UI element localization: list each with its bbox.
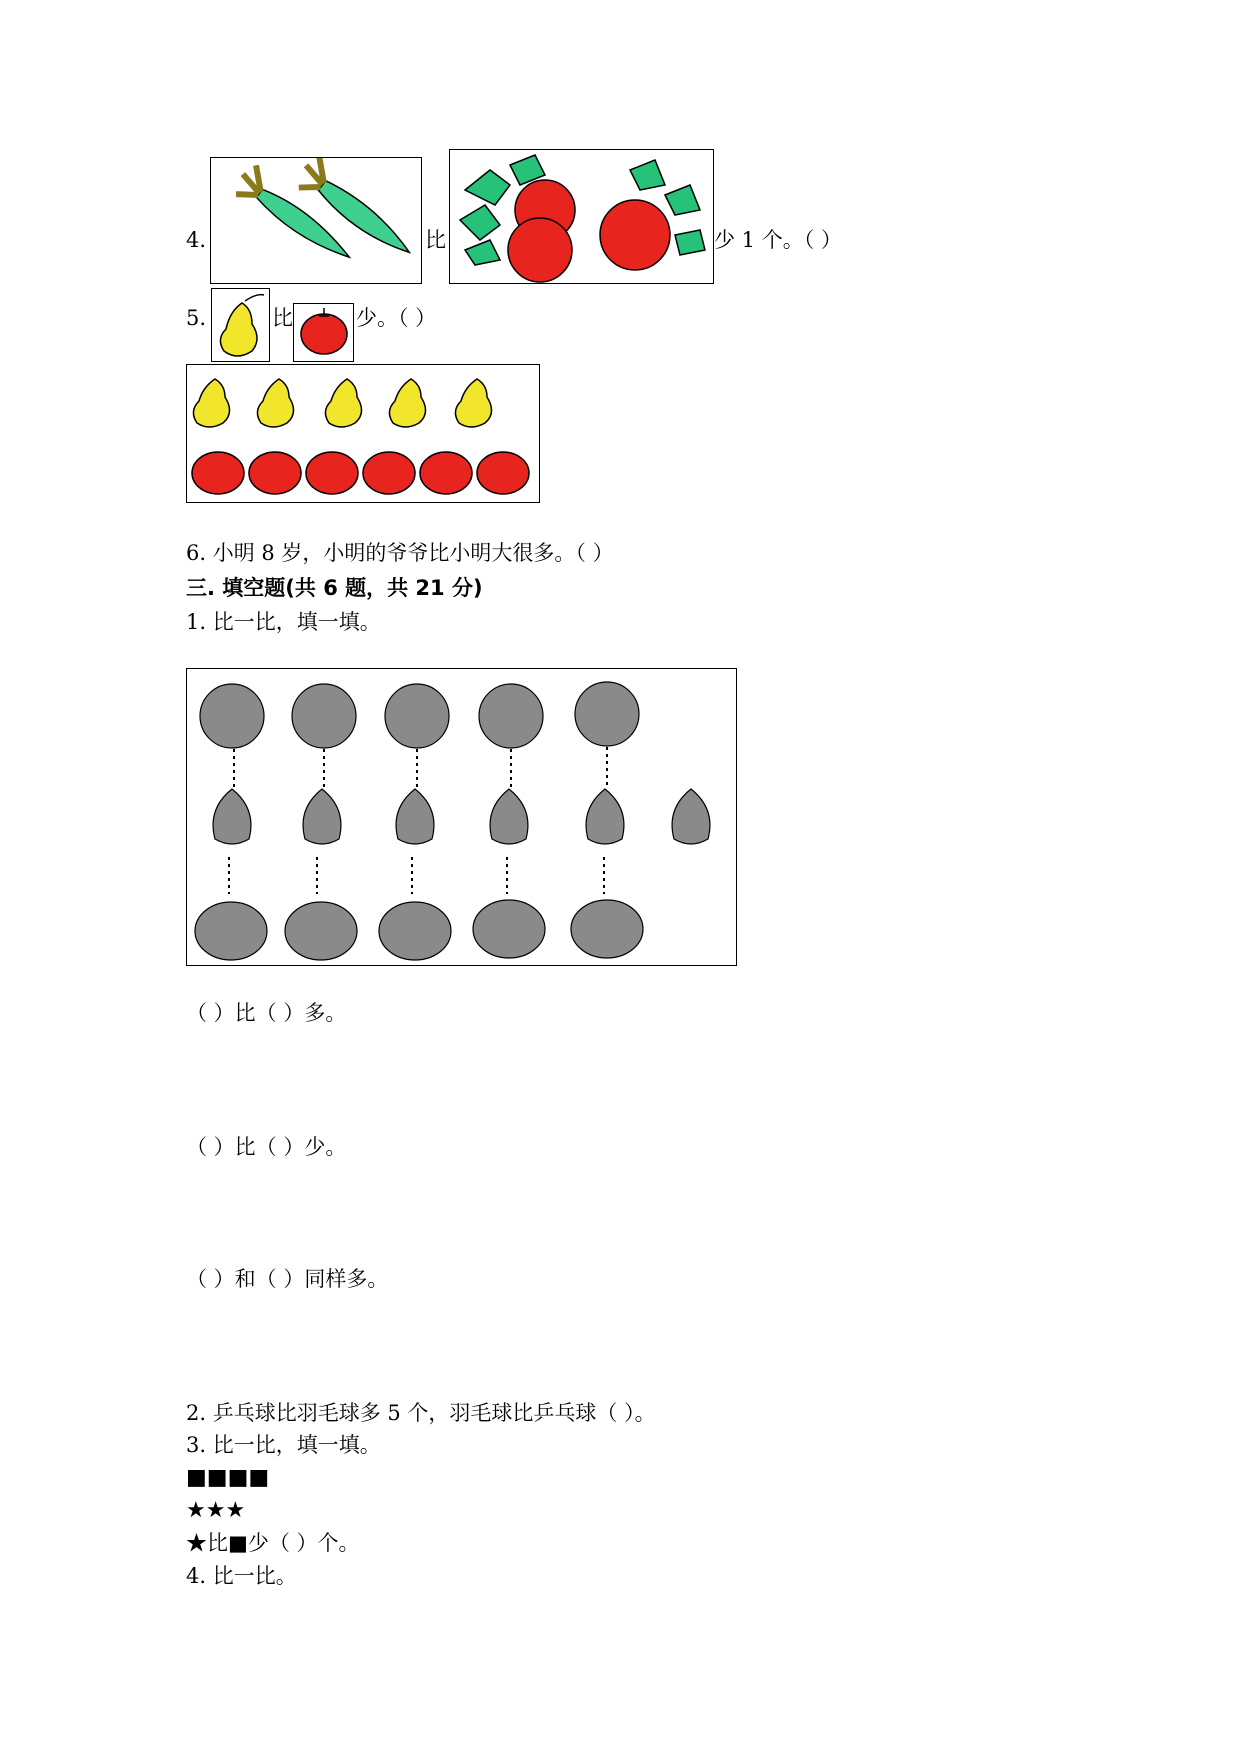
peach-icon	[213, 789, 251, 844]
carrots-image	[210, 157, 422, 284]
apple-icon	[292, 684, 356, 748]
carrot-icon	[211, 158, 421, 283]
tomato-icon	[379, 902, 451, 960]
q5-tail: 少。（ ）	[356, 306, 437, 330]
section-three-title: 三. 填空题(共 6 题，共 21 分)	[186, 576, 483, 600]
peach-icon	[490, 789, 528, 844]
fill3-squares: ■■■■	[186, 1465, 270, 1490]
pear-icon	[389, 379, 425, 427]
tomato-icon	[192, 452, 244, 494]
tomato-icon	[571, 900, 643, 958]
fill1-line-more: （ ）比（ ）多。	[186, 1001, 347, 1025]
tomato-icon	[249, 452, 301, 494]
pears-tomatoes-image	[186, 364, 540, 503]
q5-number: 5.	[186, 306, 207, 330]
pear-icon	[257, 379, 293, 427]
q5-compare-word: 比	[272, 306, 293, 330]
fill3-question: ★比■少（ ）个。	[186, 1531, 360, 1555]
tomato-icon	[473, 900, 545, 958]
q4-tail: 少 1 个。（ ）	[714, 228, 842, 252]
apple-icon	[575, 682, 639, 746]
q4-number: 4.	[186, 228, 207, 252]
peach-row	[213, 789, 710, 844]
fill1-prompt: 1. 比一比，填一填。	[186, 610, 381, 634]
tomato-icon	[477, 452, 529, 494]
apple-row	[200, 682, 639, 748]
tomato-row	[195, 900, 643, 960]
fill4-prompt: 4. 比一比。	[186, 1564, 297, 1588]
tomato-icon	[306, 452, 358, 494]
pear-icon	[325, 379, 361, 427]
pear-image	[211, 288, 270, 362]
pear-icon	[455, 379, 491, 427]
fill1-line-less: （ ）比（ ）少。	[186, 1135, 347, 1159]
peach-icon	[303, 789, 341, 844]
radishes-image	[449, 149, 714, 284]
pear-icon	[193, 379, 229, 427]
peach-icon	[672, 789, 710, 844]
tomato-icon	[195, 902, 267, 960]
tomato-icon	[420, 452, 472, 494]
fruit-comparison-image	[186, 668, 737, 966]
apple-icon	[200, 684, 264, 748]
fill1-line-same: （ ）和（ ）同样多。	[186, 1267, 389, 1291]
fill3-prompt: 3. 比一比，填一填。	[186, 1433, 381, 1457]
fill3-stars: ★★★	[186, 1498, 246, 1523]
radish-icon	[450, 150, 713, 283]
tomato-icon	[363, 452, 415, 494]
peach-icon	[586, 789, 624, 844]
tomato-icon	[285, 902, 357, 960]
fill2-text: 2. 乒乓球比羽毛球多 5 个，羽毛球比乒乓球（ ）。	[186, 1401, 656, 1425]
tomato-row	[192, 452, 529, 494]
apple-icon	[479, 684, 543, 748]
peach-icon	[396, 789, 434, 844]
apple-icon	[385, 684, 449, 748]
tomato-image	[293, 303, 354, 362]
pear-icon	[212, 289, 269, 361]
q6-text: 6. 小明 8 岁，小明的爷爷比小明大很多。（ ）	[186, 541, 614, 565]
pear-row	[193, 379, 491, 427]
q4-compare-word: 比	[425, 228, 446, 252]
tomato-icon	[294, 304, 353, 361]
